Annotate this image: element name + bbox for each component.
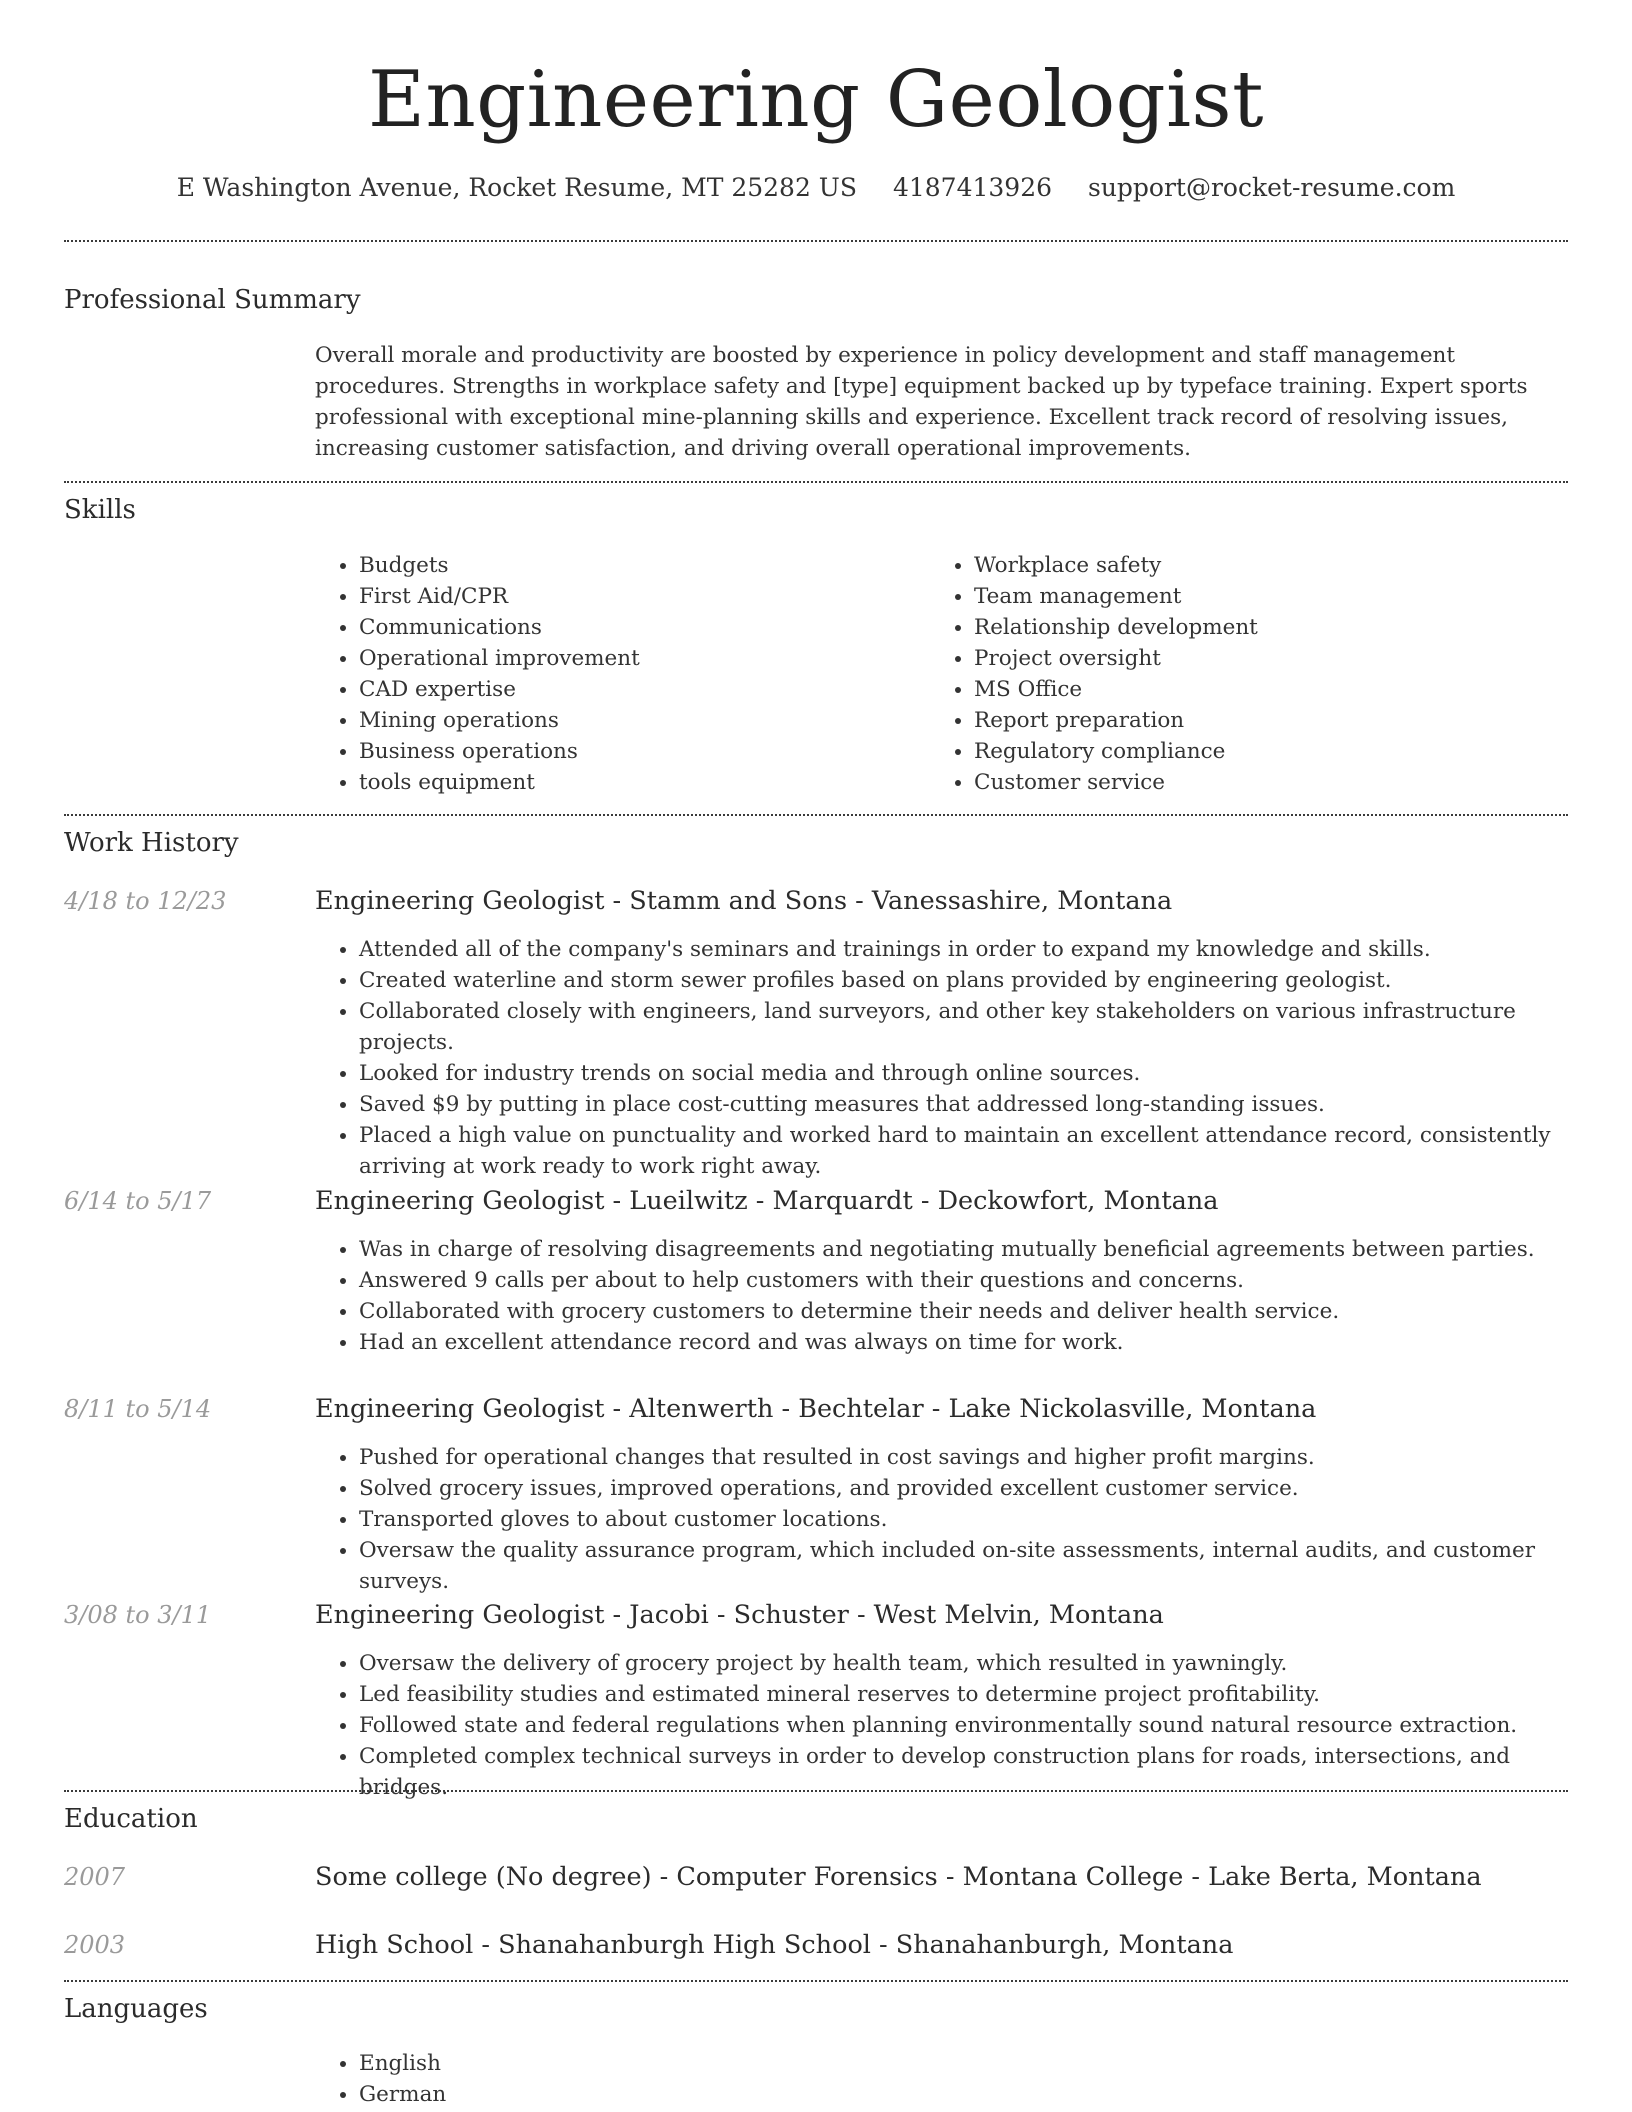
job-dates: 6/14 to 5/17: [64, 1187, 212, 1215]
skill-item: • MS Office: [974, 674, 1530, 705]
section-title-education: Education: [64, 1804, 198, 1834]
job-bullet: • Oversaw the delivery of grocery project by health team, which resulted in yawningly.: [359, 1648, 1555, 1679]
job-bullet: • Collaborated closely with engineers, land surveyors, and other key stakeholders on various infrastructure projects.: [359, 996, 1555, 1058]
skill-item: • Budgets: [359, 550, 915, 581]
job-heading: [315, 884, 1172, 918]
section-title-languages: Languages: [64, 1994, 208, 2024]
job-bullets: [315, 1442, 1555, 1597]
divider: [64, 1790, 1568, 1792]
skill-item: • Report preparation: [974, 705, 1530, 736]
job-heading: [315, 1598, 1164, 1632]
divider: [64, 1980, 1568, 1982]
job-dates: 8/11 to 5/14: [64, 1395, 212, 1423]
job-title: Engineering Geologist: [315, 1394, 605, 1424]
section-title-summary: Professional Summary: [64, 285, 361, 315]
job-bullet: • Solved grocery issues, improved operations, and provided excellent customer service.: [359, 1473, 1555, 1504]
skill-item: • Regulatory compliance: [974, 736, 1530, 767]
skill-item: • Mining operations: [359, 705, 915, 736]
candidate-name: Engineering Geologist: [368, 55, 1264, 145]
section-title-work-history: Work History: [64, 828, 239, 858]
education-year: 2003: [64, 1931, 126, 1959]
skill-item: • Workplace safety: [974, 550, 1530, 581]
divider: [64, 814, 1568, 816]
education-degree: High School: [315, 1930, 474, 1960]
job-bullet: • Saved $9 by putting in place cost-cutting measures that addressed long-standing issues.: [359, 1089, 1555, 1120]
education-degree: Some college (No degree) - Computer Forensics: [315, 1862, 938, 1892]
divider: [64, 481, 1568, 483]
education-year: 2007: [64, 1863, 126, 1891]
job-heading: [315, 1184, 1218, 1218]
job-bullet: • Answered 9 calls per about to help customers with their questions and concerns.: [359, 1265, 1555, 1296]
education-entry: [315, 1928, 1233, 1962]
job-dates: 4/18 to 12/23: [64, 887, 227, 915]
language-item: • German: [359, 2079, 1555, 2110]
skill-item: • Operational improvement: [359, 643, 915, 674]
skill-item: • Customer service: [974, 767, 1530, 798]
job-bullet: • Collaborated with grocery customers to determine their needs and deliver health service.: [359, 1296, 1555, 1327]
job-employer: - Altenwerth - Bechtelar - Lake Nickolasville, Montana: [604, 1394, 1317, 1424]
job-employer: - Jacobi - Schuster - West Melvin, Montana: [604, 1600, 1164, 1630]
contact-address: E Washington Avenue, Rocket Resume, MT 25282 US: [176, 173, 858, 202]
education-entry: [315, 1860, 1482, 1894]
job-title: Engineering Geologist: [315, 886, 605, 916]
contact-line: [0, 170, 1632, 206]
job-bullet: • Pushed for operational changes that resulted in cost savings and higher profit margins.: [359, 1442, 1555, 1473]
job-employer: - Stamm and Sons - Vanessashire, Montana: [604, 886, 1173, 916]
job-heading: [315, 1392, 1316, 1426]
job-employer: - Lueilwitz - Marquardt - Deckowfort, Montana: [604, 1186, 1219, 1216]
job-bullets: [315, 934, 1555, 1182]
job-bullet: • Led feasibility studies and estimated mineral reserves to determine project profitability.: [359, 1679, 1555, 1710]
job-bullet: • Completed complex technical surveys in order to develop construction plans for roads, intersections, and bridges.: [359, 1741, 1555, 1803]
summary-text: Overall morale and productivity are boosted by experience in policy development and staff management procedures. Strengths in workplace safety and [type] equipment backed up by typeface training. Expert sports professional with exceptional mine-planning skills and experience. Excellent track record of resolving issues, increasing customer satisfaction, and driving overall operational improvements.: [315, 343, 1528, 461]
contact-email[interactable]: support@rocket-resume.com: [1087, 173, 1456, 202]
job-bullets: [315, 1648, 1555, 1803]
skill-item: • Communications: [359, 612, 915, 643]
skill-item: • Team management: [974, 581, 1530, 612]
job-dates: 3/08 to 3/11: [64, 1601, 212, 1629]
job-bullet: • Had an excellent attendance record and was always on time for work.: [359, 1327, 1555, 1358]
job-bullet: • Looked for industry trends on social media and through online sources.: [359, 1058, 1555, 1089]
education-school: - Montana College - Lake Berta, Montana: [937, 1862, 1482, 1892]
job-bullet: • Placed a high value on punctuality and worked hard to maintain an excellent attendance record, consistently arriving at work ready to work right away.: [359, 1120, 1555, 1182]
skill-item: • tools equipment: [359, 767, 915, 798]
education-school: - Shanahanburgh High School - Shanahanburgh, Montana: [473, 1930, 1234, 1960]
job-title: Engineering Geologist: [315, 1600, 605, 1630]
section-title-skills: Skills: [64, 495, 136, 525]
languages-list: [315, 2048, 1555, 2110]
job-title: Engineering Geologist: [315, 1186, 605, 1216]
job-bullet: • Followed state and federal regulations when planning environmentally sound natural resource extraction.: [359, 1710, 1555, 1741]
skill-item: • Relationship development: [974, 612, 1530, 643]
job-bullet: • Was in charge of resolving disagreements and negotiating mutually beneficial agreements between parties.: [359, 1234, 1555, 1265]
language-item: • English: [359, 2048, 1555, 2079]
job-bullet: • Attended all of the company's seminars and trainings in order to expand my knowledge and skills.: [359, 934, 1555, 965]
skills-left-column: [315, 550, 915, 798]
job-bullets: [315, 1234, 1555, 1358]
skill-item: • Business operations: [359, 736, 915, 767]
job-bullet: • Oversaw the quality assurance program, which included on-site assessments, internal audits, and customer surveys.: [359, 1535, 1555, 1597]
skill-item: • Project oversight: [974, 643, 1530, 674]
job-bullet: • Transported gloves to about customer locations.: [359, 1504, 1555, 1535]
contact-phone: 4187413926: [892, 173, 1053, 202]
skills-right-column: [930, 550, 1530, 798]
job-bullet: • Created waterline and storm sewer profiles based on plans provided by engineering geologist.: [359, 965, 1555, 996]
divider: [64, 240, 1568, 242]
skill-item: • First Aid/CPR: [359, 581, 915, 612]
skill-item: • CAD expertise: [359, 674, 915, 705]
